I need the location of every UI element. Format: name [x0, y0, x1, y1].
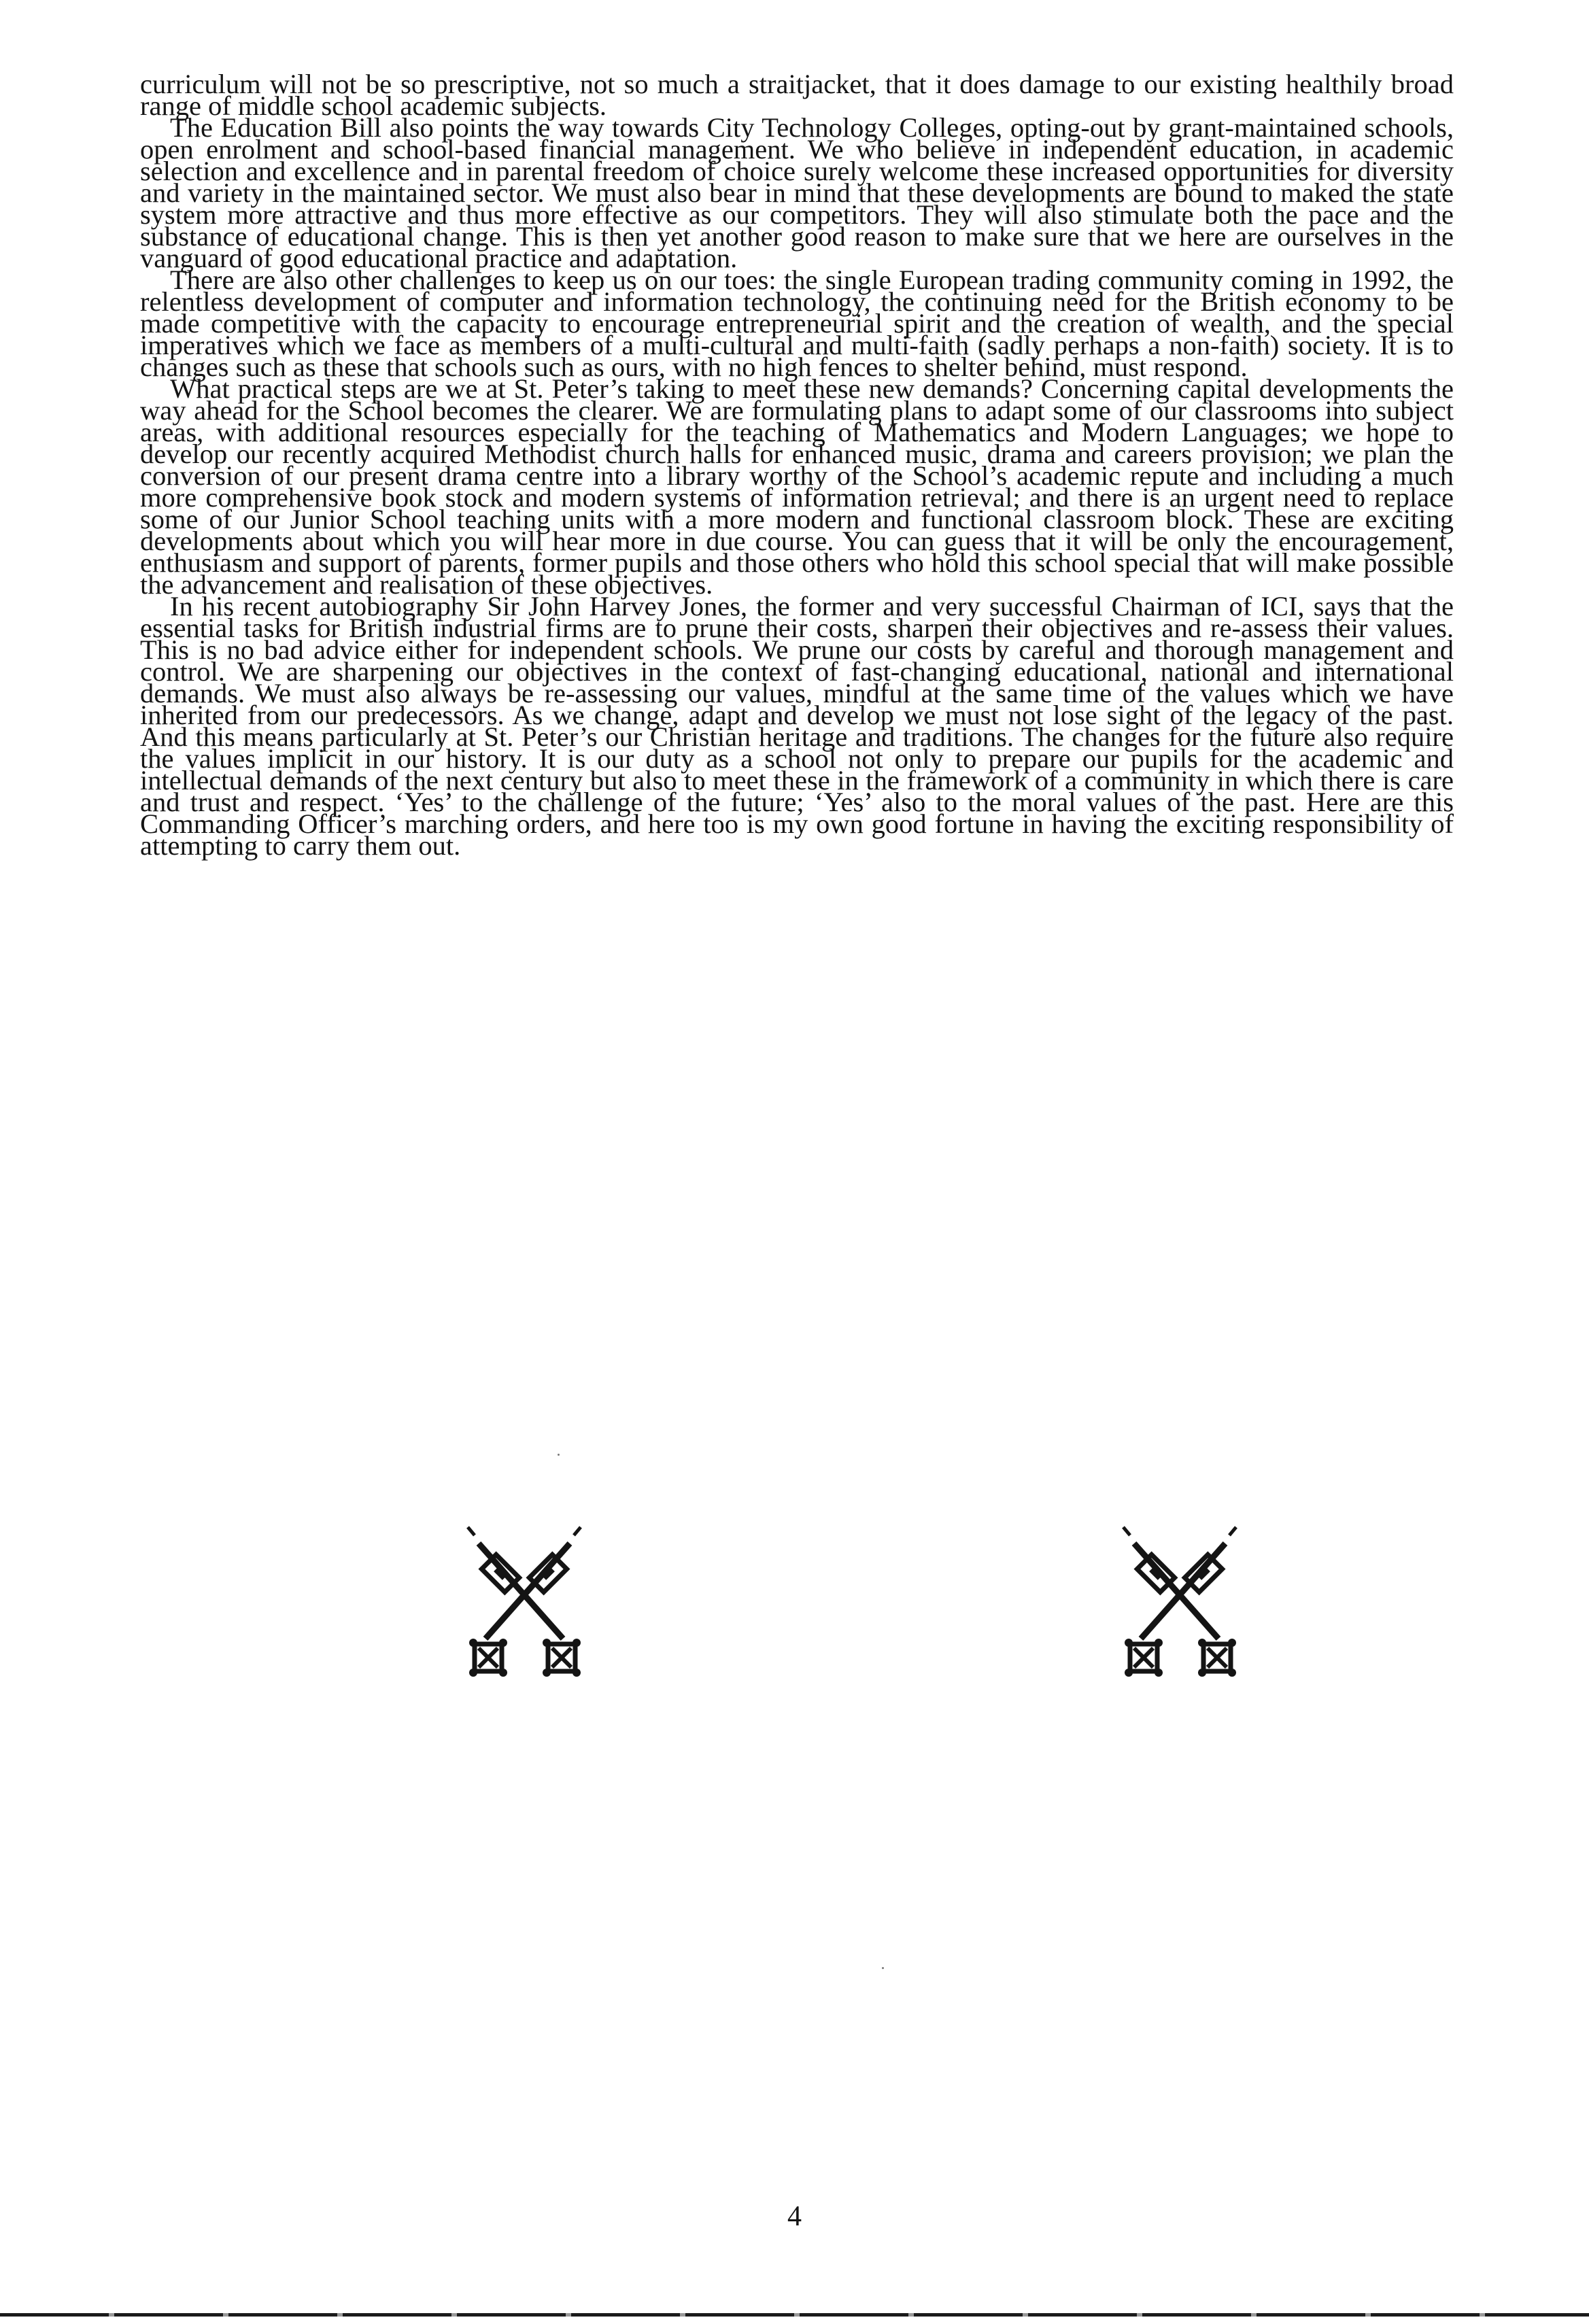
- crossed-keys-icon: [1116, 1523, 1246, 1679]
- paragraph-3: There are also other challenges to keep us on our toes: the single European trading community coming in 1992, the relentless development of computer and information technology, the continuing need for the British economy to be made competitive with the capacity to encourage entrepreneurial spirit and the creation of wealth, and the special imperatives which we face as members of a multi-cultural and multi-faith (sadly perhaps a non-faith) society. It is to changes such as these that schools such as ours, with no high fences to shelter behind, must respond.: [140, 264, 1454, 382]
- crossed-keys-icon: [461, 1523, 590, 1679]
- paragraph-4: What practical steps are we at St. Peter’s taking to meet these new demands? Concerning capital developments the way ahead for the School becomes the clearer. We are formulating plans to adapt some of our classrooms into subject areas, with additional resources especially for the teaching of Mathematics and Modern Languages; we hope to develop our recently acquired Methodist church halls for enhanced music, drama and careers provision; we plan the conversion of our present drama centre into a library worthy of the School’s academic repute and including a much more comprehensive book stock and modern systems of information retrieval; and there is an urgent need to replace some of our Junior School teaching units with a more modern and functional classroom block. These are exciting developments about which you will hear more in due course. You can guess that it will be only the encouragement, enthusiasm and support of parents, former pupils and those others who hold this school special that will make possible the advancement and realisation of these objectives.: [140, 373, 1454, 600]
- paragraph-2: The Education Bill also points the way towards City Technology Colleges, opting-out by grant-maintained schools, open enrolment and school-based financial management. We who believe in independent education, in academic selection and excellence and in parental freedom of choice surely welcome these increased opportunities for diversity and variety in the maintained sector. We must also bear in mind that these developments are bound to maked the state system more attractive and thus more effective as our competitors. They will also stimulate both the pace and the substance of educational change. This is then yet another good reason to make sure that we here are ourselves in the vanguard of good educational practice and adaptation.: [140, 112, 1454, 273]
- print-speck: [882, 1967, 884, 1969]
- body-text: [140, 69, 1454, 861]
- page-number: 4: [787, 2201, 802, 2232]
- print-speck: [558, 1454, 560, 1456]
- bottom-rule: [0, 2313, 1589, 2317]
- paragraph-1: curriculum will not be so prescriptive, not so much a straitjacket, that it does damage to our existing healthily broad range of middle school academic subjects.: [140, 69, 1454, 121]
- paragraph-5: In his recent autobiography Sir John Harvey Jones, the former and very successful Chairman of ICI, says that the essential tasks for British industrial firms are to prune their costs, sharpen their objectives and re-assess their values. This is no bad advice either for independent schools. We prune our costs by careful and thorough management and control. We are sharpening our objectives in the context of fast-changing educational, national and international demands. We must also always be re-assessing our values, mindful at the same time of the values which we have inherited from our predecessors. As we change, adapt and develop we must not lose sight of the legacy of the past. And this means particularly at St. Peter’s our Christian heritage and traditions. The changes for the future also require the values implicit in our history. It is our duty as a school not only to prepare our pupils for the academic and intellectual demands of the next century but also to meet these in the framework of a community in which there is care and trust and respect. ‘Yes’ to the challenge of the future; ‘Yes’ also to the moral values of the past. Here are this Commanding Officer’s marching orders, and here too is my own good fortune in having the exciting responsibility of attempting to carry them out.: [140, 591, 1454, 861]
